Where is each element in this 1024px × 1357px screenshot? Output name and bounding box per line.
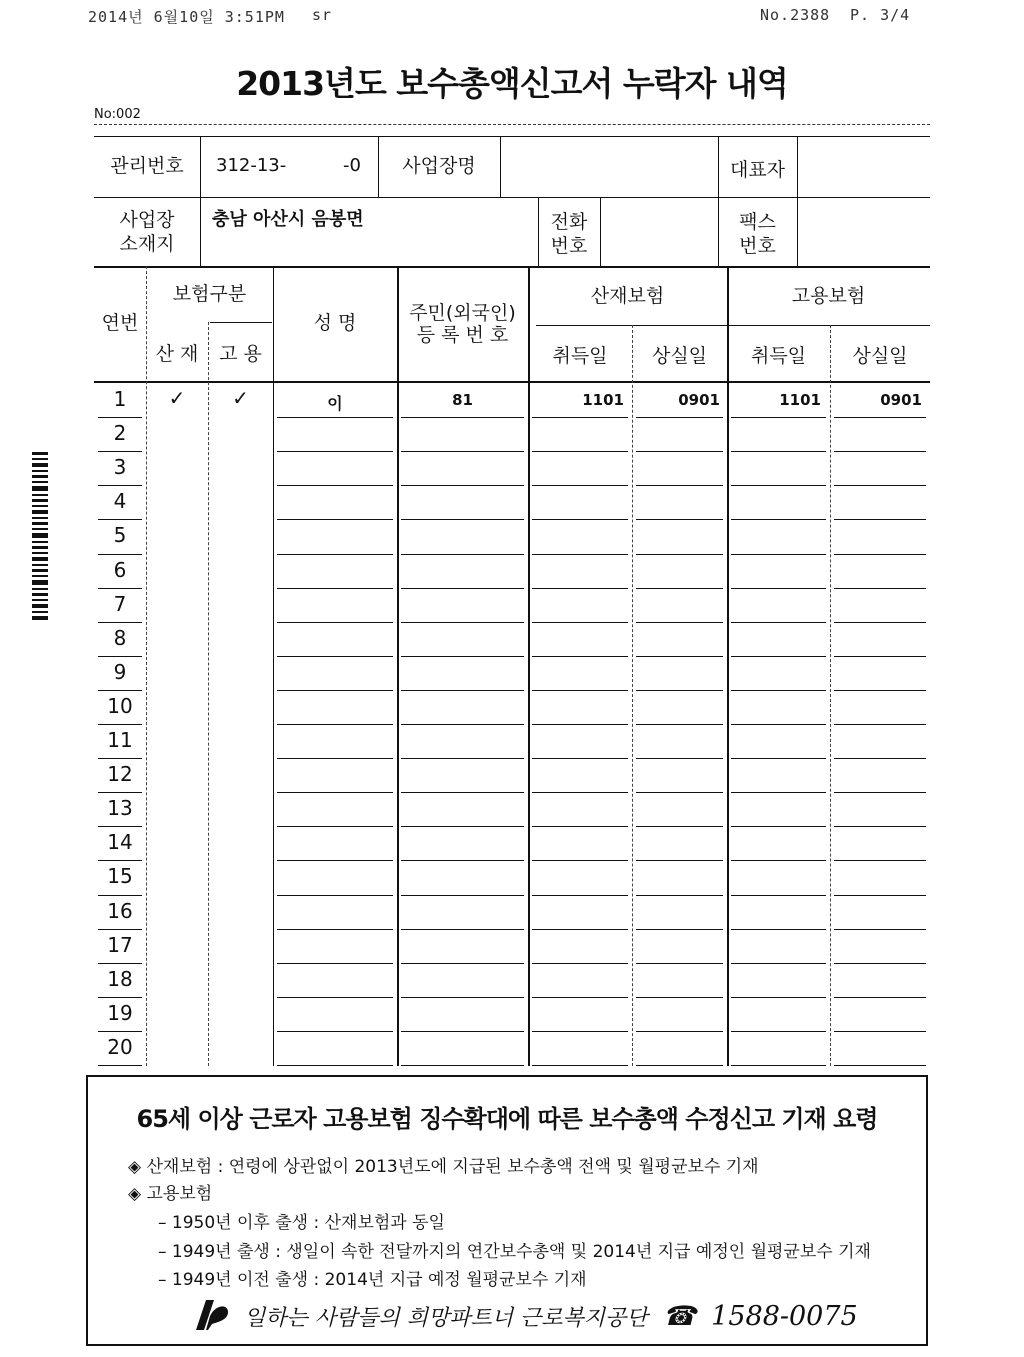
row-divider [98,485,142,486]
row-divider [98,622,142,623]
row-divider [98,417,142,418]
row-divider [834,724,926,725]
notice-line-goyong: ◈ 고용보험 [128,1184,213,1204]
goyong-acquired-header: 취득일 [750,345,807,367]
seq-header: 연번 [101,312,139,334]
row-number: 1 [113,387,127,411]
row-divider [532,451,628,452]
row-divider [98,929,142,930]
info-divider [200,136,201,266]
row-divider [834,588,926,589]
row-divider [834,860,926,861]
row-divider [277,997,393,998]
row-divider [731,929,826,930]
phone-label-line1: 전화 [550,211,588,233]
col-divider [632,325,633,1066]
header-bottom-line [94,381,930,383]
address-label-line2: 소재지 [119,233,175,255]
row-divider [834,826,926,827]
cell-sj-acq: 1101 [582,391,624,409]
mgmt-no-label: 관리번호 [110,155,184,177]
reg-no-header-line2: 등 록 번 호 [416,324,509,346]
row-divider [98,963,142,964]
row-divider [277,519,393,520]
address-label [94,208,200,256]
row-divider [401,997,524,998]
row-divider [98,1031,142,1032]
info-top-line [94,136,930,137]
row-divider [98,588,142,589]
cell-reg-no: 81 [452,391,473,409]
row-divider [532,929,628,930]
sanjae-ins-header: 산재보험 [590,285,665,307]
sanjae-lost-header: 상실일 [651,345,708,367]
row-divider [277,860,393,861]
row-divider [98,724,142,725]
row-divider [636,554,723,555]
row-divider [532,895,628,896]
col-divider [727,266,729,1066]
row-divider [401,656,524,657]
row-divider [731,622,826,623]
row-divider [532,485,628,486]
row-divider [834,554,926,555]
reg-no-header [397,302,528,346]
row-number: 10 [107,693,133,718]
row-divider [277,622,393,623]
row-divider [277,929,393,930]
row-divider [401,929,524,930]
row-divider [834,690,926,691]
row-divider [98,451,142,452]
row-divider [532,656,628,657]
row-divider [834,485,926,486]
row-divider [401,1065,524,1066]
phone-icon: ☎ [662,1301,697,1332]
row-divider [636,963,723,964]
col-divider [208,322,209,1066]
row-number: 17 [107,932,133,957]
row-number: 11 [107,728,133,752]
row-divider [834,792,926,793]
row-divider [277,792,393,793]
row-divider [98,860,142,861]
row-divider [277,963,393,964]
mgmt-no-value: 312-13- [216,155,287,176]
name-header: 성 명 [313,312,357,334]
row-number: 5 [113,523,127,548]
row-divider [98,519,142,520]
cell-sj-lost: 0901 [678,391,720,409]
row-divider [636,622,723,623]
row-divider [834,417,926,418]
col-divider [830,325,831,1066]
footer-text: 일하는 사람들의 희망파트너 근로복지공단 [244,1306,648,1331]
barcode-image [32,452,48,620]
row-divider [636,860,723,861]
row-number: 20 [107,1034,133,1059]
info-bottom-line [94,266,930,268]
row-divider [731,690,826,691]
address-label-line1: 사업장 [119,209,175,231]
row-number: 19 [107,1000,133,1025]
row-number: 4 [113,489,127,514]
insurance-type-header: 보험구분 [172,283,247,305]
notice-line-before-1949: – 1949년 이전 출생 : 2014년 지급 예정 월평균보수 기재 [158,1270,587,1290]
row-divider [834,929,926,930]
row-divider [532,690,628,691]
row-divider [401,792,524,793]
cell-gy-acq: 1101 [779,391,821,409]
notice-heading: 65세 이상 근로자 고용보험 징수확대에 따른 보수총액 수정신고 기재 요령 [136,1105,878,1133]
notice-line-sanjae: ◈ 산재보험 : 연령에 상관없이 2013년도에 지급된 보수총액 전액 및 월평균보수 기재 [128,1157,759,1177]
row-divider [636,997,723,998]
cell-goyong: ✓ [232,386,249,410]
row-divider [401,588,524,589]
row-number: 8 [113,625,127,650]
row-divider [731,758,826,759]
fax-sender: sr [312,6,333,24]
row-divider [636,485,723,486]
fax-datetime: 2014년 6월10일 3:51PM [88,8,285,26]
row-divider [401,451,524,452]
row-divider [731,895,826,896]
row-divider [401,485,524,486]
row-divider [731,963,826,964]
row-divider [731,1065,826,1066]
address-value: 충남 아산시 음봉면 [212,209,364,230]
row-divider [401,554,524,555]
row-divider [277,451,393,452]
row-divider [277,1065,393,1066]
row-number: 7 [113,591,127,616]
row-divider [277,554,393,555]
phone-label [538,210,600,258]
info-mid-line [94,197,930,198]
row-divider [731,417,826,418]
row-divider [401,690,524,691]
row-divider [98,826,142,827]
row-divider [731,554,826,555]
row-divider [731,724,826,725]
row-divider [636,1031,723,1032]
top-divider [94,124,930,125]
row-number: 13 [107,796,133,821]
goyong-lost-header: 상실일 [852,345,908,367]
row-divider [731,1031,826,1032]
fax-label [718,210,797,258]
row-divider [532,826,628,827]
row-divider [277,690,393,691]
row-divider [98,895,142,896]
row-divider [98,997,142,998]
row-divider [401,826,524,827]
cell-sanjae: ✓ [168,386,186,410]
row-number: 12 [107,762,133,787]
row-divider [277,758,393,759]
row-divider [731,860,826,861]
row-divider [636,895,723,896]
row-divider [401,1031,524,1032]
fax-page: P. 3/4 [850,6,911,24]
row-divider [834,1031,926,1032]
row-divider [98,792,142,793]
col-divider [397,266,399,1066]
row-divider [532,860,628,861]
footer [244,1301,858,1332]
kcomwel-logo [192,1298,230,1336]
row-divider [731,656,826,657]
row-divider [834,451,926,452]
row-divider [401,622,524,623]
row-divider [401,963,524,964]
row-number: 14 [107,830,133,855]
phone-label-line2: 번호 [550,235,588,257]
fax-label-line1: 팩스 [739,211,776,233]
row-divider [532,622,628,623]
row-divider [834,519,926,520]
header-sub-line [536,325,930,326]
row-divider [277,1031,393,1032]
row-divider [834,758,926,759]
sanjae-acquired-header: 취득일 [552,345,608,367]
row-divider [636,826,723,827]
row-divider [731,485,826,486]
row-divider [98,690,142,691]
row-divider [277,826,393,827]
row-divider [731,997,826,998]
row-divider [532,554,628,555]
row-number: 6 [113,557,127,582]
row-divider [834,895,926,896]
row-number: 9 [113,659,127,684]
footer-phone: 1588-0075 [711,1301,858,1332]
row-divider [532,1065,628,1066]
notice-line-1949: – 1949년 출생 : 생일이 속한 전달까지의 연간보수총액 및 2014년 지급 예정인 월평균보수 기재 [158,1242,871,1262]
row-divider [532,588,628,589]
row-divider [277,417,393,418]
row-number: 16 [107,898,133,923]
goyong-short-header: 고 용 [219,343,262,365]
row-number: 3 [113,455,127,480]
row-divider [636,451,723,452]
row-divider [401,519,524,520]
row-divider [834,622,926,623]
row-divider [834,963,926,964]
row-divider [532,1031,628,1032]
row-divider [277,485,393,486]
row-divider [401,895,524,896]
row-divider [731,588,826,589]
sanjae-short-header: 산 재 [155,343,199,365]
row-divider [277,656,393,657]
fax-number: No.2388 [760,6,831,24]
cell-name: 이 [327,394,343,413]
row-divider [532,417,628,418]
info-divider [797,136,798,266]
row-divider [532,997,628,998]
page-title: 2013년도 보수총액신고서 누락자 내역 [236,64,788,103]
reg-no-header-line1: 주민(외국인) [409,302,516,324]
row-divider [834,656,926,657]
goyong-ins-header: 고용보험 [791,285,866,307]
row-number: 2 [113,421,127,446]
row-divider [636,758,723,759]
row-divider [636,656,723,657]
row-divider [834,997,926,998]
row-divider [401,724,524,725]
row-divider [401,860,524,861]
row-divider [532,758,628,759]
row-divider [401,417,524,418]
cell-gy-lost: 0901 [880,391,922,409]
row-divider [98,656,142,657]
row-divider [98,758,142,759]
fax-label-line2: 번호 [739,235,776,257]
col-divider [528,266,530,1066]
row-divider [636,792,723,793]
row-divider [731,792,826,793]
row-divider [731,451,826,452]
notice-line-1950: – 1950년 이후 출생 : 산재보험과 동일 [158,1213,445,1233]
row-divider [636,690,723,691]
col-divider [273,266,274,1066]
row-divider [98,554,142,555]
row-number: 18 [107,966,133,991]
row-divider [532,519,628,520]
info-divider [500,136,501,197]
row-divider [277,724,393,725]
row-divider [636,417,723,418]
row-divider [277,895,393,896]
row-divider [401,758,524,759]
biz-name-label: 사업장명 [402,155,476,177]
notice-box [86,1075,928,1346]
info-divider [600,197,601,266]
row-divider [731,826,826,827]
row-divider [834,1065,926,1066]
row-divider [532,724,628,725]
mgmt-no-suffix: -0 [343,155,361,176]
row-divider [532,963,628,964]
row-divider [98,1065,142,1066]
ceo-label: 대표자 [729,159,786,181]
doc-number: No:002 [94,107,141,122]
row-divider [636,1065,723,1066]
row-divider [731,519,826,520]
row-divider [636,929,723,930]
row-divider [636,588,723,589]
row-divider [532,792,628,793]
row-number: 15 [107,864,133,889]
row-divider [636,519,723,520]
row-divider [277,588,393,589]
row-divider [636,724,723,725]
header-sub-line [210,322,272,323]
